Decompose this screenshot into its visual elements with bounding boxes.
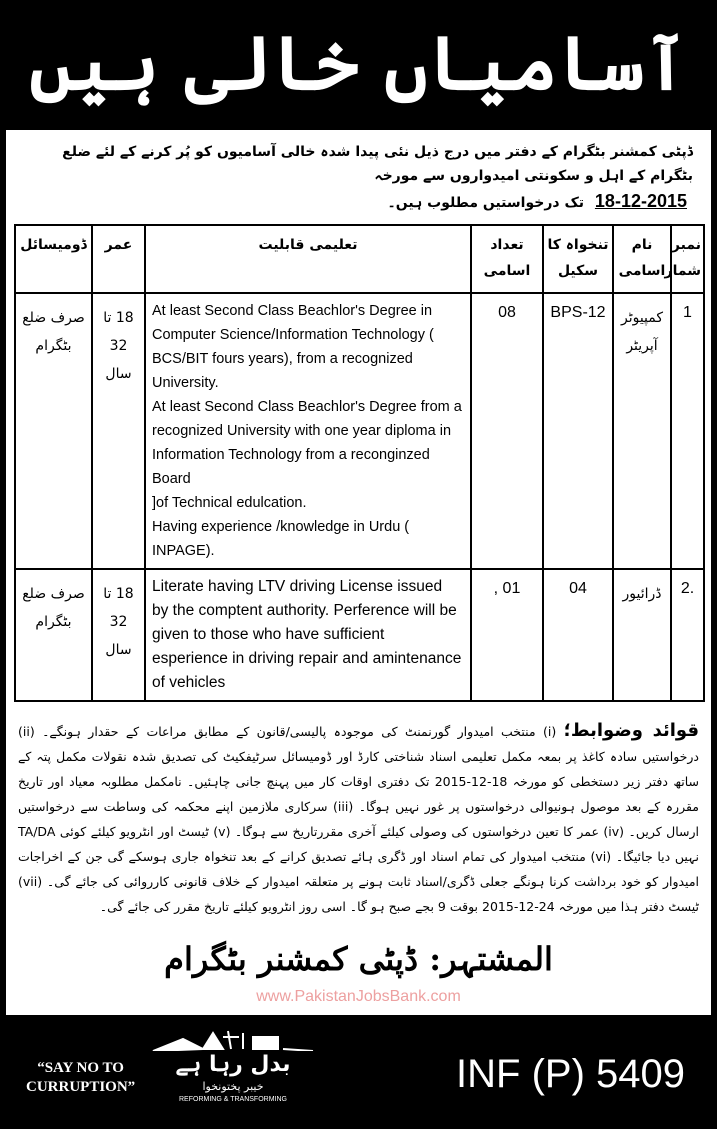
count-cell: , 01 xyxy=(471,569,543,701)
qualification-line: Information Technology from a reconginzed Board xyxy=(152,447,430,487)
qualification-line: At least Second Class Beachlor's Degree in xyxy=(152,303,433,319)
age-cell: 18 تا 32 سال xyxy=(92,293,145,569)
header-banner xyxy=(0,0,717,128)
serial-cell: 2. xyxy=(671,569,704,701)
qualification-line: Literate having LTV driving License issued xyxy=(152,578,443,595)
header-domicile: ڈومیسائل xyxy=(15,225,92,293)
logo-tagline: REFORMING & TRANSFORMING xyxy=(179,1096,287,1103)
qualification-cell xyxy=(145,569,471,701)
qualification-line: Computer Science/Information Technology ( xyxy=(152,327,434,343)
header-age: عمر xyxy=(92,225,145,293)
advertiser-signature: المشتہر: ڈپٹی کمشنر بٹگرام xyxy=(164,940,553,978)
table-row xyxy=(15,293,704,569)
footer xyxy=(0,1017,717,1129)
logo-province: خیبر پختونخوا xyxy=(202,1080,264,1093)
qualification-line: given to those who have sufficient xyxy=(152,626,385,643)
header-number: نمبر شمار xyxy=(671,225,704,293)
table-header-row xyxy=(15,225,704,293)
domicile-cell: صرف ضلع بٹگرام xyxy=(15,293,92,569)
ad-title: آسامیاں خالی ہیں xyxy=(29,21,688,107)
logo-icons xyxy=(143,1029,323,1051)
anti-corruption-slogan xyxy=(26,1059,135,1097)
rules-heading: قوائد وضوابط؛ xyxy=(563,720,699,741)
count-cell: 08 xyxy=(471,293,543,569)
logo-urdu: بدل رہا ہے xyxy=(175,1052,291,1077)
post-name-cell: کمپیوٹر آپریٹر xyxy=(613,293,671,569)
serial-cell: 1 xyxy=(671,293,704,569)
header-qualification: تعلیمی قابلیت xyxy=(145,225,471,293)
qualification-line: BCS/BIT fours years), from a recognized University. xyxy=(152,351,413,391)
rules-text: (i) منتخب امیدوار گورنمنٹ کی موجودہ پالیسی/قانون کے مطابق مراعات کے حقدار ہونگے۔ (ii) درخواستیں سادہ کاغذ پر بمعہ مکمل تعلیمی اسناد شناختی کارڈ اور ڈومیسائل سرٹیفکیٹ کی تصدیق شدہ نقولات مکمل پتہ کے ساتھ دفتر زیر دستخطی کو مورخہ 18-12-2015 تک دفتری اوقات کار میں پہنچ جانی چاہئیں۔ نامکمل مطلوبہ معیاد اور تاریخ مقررہ کے بعد موصول ہونیوالی درخواستوں پر غور نہیں ہوگا۔ (iii) سرکاری ملازمین اپنے محکمہ کی وساطت سے درخواستیں ارسال کریں۔ (iv) عمر کا تعین درخواستوں کی وصولی کیلئے آخری مقررتاریخ سے ہوگا۔ (v) ٹیسٹ اور انٹرویو کیلئے کوئی TA/DA نہیں دیا جائیگا۔ (vi) منتخب امیدوار کی تمام اسناد اور ڈگری ہائے تصدیق کرانے کے بعد تنخواہ جاری ہوسکے گی جن کے اخراجات امیدوار کو خود برداشت کرنا ہونگے جعلی ڈگری/اسناد ثابت ہونے پر متعلقہ امیدوار کے خلاف قانونی کارروائی کی جائے گی۔ (vii) ٹیسٹ دفتر ہذا میں مورخہ 24-12-2015 بوقت 9 بجے صبح ہو گا۔ اسی روز انٹرویو کیلئے تاریخ مقرر کی جائے گی۔ xyxy=(18,724,700,914)
table-row xyxy=(15,569,704,701)
qualification-line: Having experience /knowledge in Urdu ( INPAGE). xyxy=(152,519,410,559)
intro-line-2 xyxy=(14,188,703,216)
qualification-line: esperience in driving repair and amintenance xyxy=(152,650,462,667)
qualification-line: of vehicles xyxy=(152,674,226,691)
qualification-line: ]of Technical edulcation. xyxy=(152,495,307,511)
inf-number: INF (P) 5409 xyxy=(456,1052,685,1096)
header-scale: تنخواہ کا سکیل xyxy=(543,225,613,293)
qualification-line: recognized University with one year diploma in xyxy=(152,423,452,439)
qualification-line: by the comptent authority. Perference will be xyxy=(152,602,457,619)
scale-cell: 04 xyxy=(543,569,613,701)
terms-and-conditions xyxy=(14,718,703,919)
vacancies-table xyxy=(14,224,705,702)
post-name-cell: ڈرائیور xyxy=(613,569,671,701)
slogan-line: CURRUPTION” xyxy=(26,1079,136,1095)
qualification-line: At least Second Class Beachlor's Degree from a xyxy=(152,399,462,415)
age-cell: 18 تا 32 سال xyxy=(92,569,145,701)
ad-body xyxy=(4,128,713,1017)
kp-government-logo xyxy=(143,1029,323,1125)
watermark: www.PakistanJobsBank.com xyxy=(256,988,461,1005)
intro-line-1: ڈپٹی کمشنر بٹگرام کے دفتر میں درج ذیل نئی پیدا شدہ خالی آسامیوں کو پُر کرنے کے لئے ضلع بٹگرام کے اہل و سکونتی امیدواروں سے مورخہ xyxy=(62,144,693,184)
header-name: نام اسامی xyxy=(613,225,671,293)
slogan-line: “SAY NO TO xyxy=(37,1060,124,1076)
last-date: 18-12-2015 xyxy=(594,191,687,211)
qualification-cell xyxy=(145,293,471,569)
header-count: تعداد اسامی xyxy=(471,225,543,293)
domicile-cell: صرف ضلع بٹگرام xyxy=(15,569,92,701)
intro-suffix: تک درخواستیں مطلوب ہیں۔ xyxy=(387,195,585,211)
scale-cell: BPS-12 xyxy=(543,293,613,569)
